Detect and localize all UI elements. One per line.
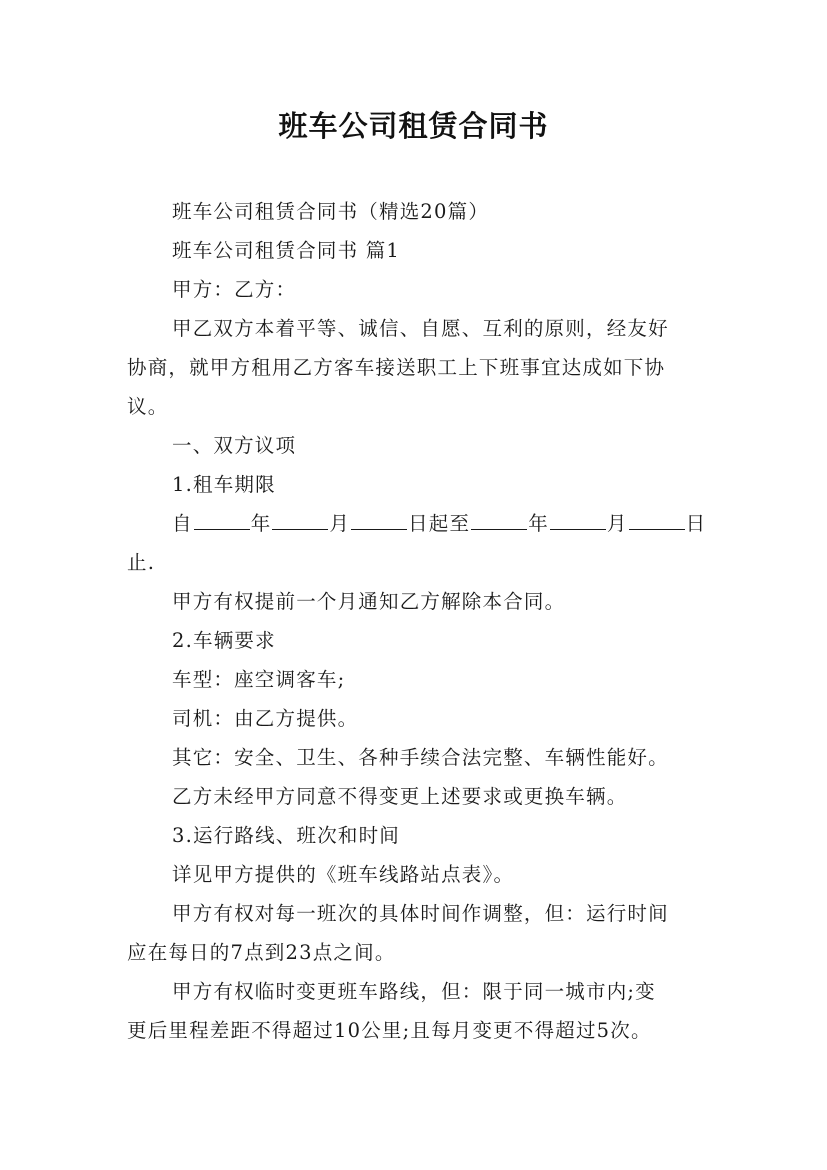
paragraph-termination: 甲方有权提前一个月通知乙方解除本合同。 [172,590,566,613]
paragraph-route-details: 详见甲方提供的《班车线路站点表》。 [172,863,515,886]
text-day-to: 日起至 [408,512,471,535]
document-body [127,192,717,1050]
paragraph-rental-term-end: 止. [127,551,156,574]
blank-line [194,509,250,530]
paragraph-section-heading: 班车公司租赁合同书 篇1 [172,239,401,262]
paragraph-intro-line-3: 议。 [127,395,169,418]
text-month: 月 [329,512,351,535]
text-year: 年 [250,512,272,535]
paragraph-route-heading: 3.运行路线、班次和时间 [172,824,401,847]
paragraph-vehicle-type: 车型：座空调客车; [172,668,346,691]
text-month: 月 [606,512,628,535]
paragraph-intro-line-2: 协商，就甲方租用乙方客车接送职工上下班事宜达成如下协 [127,356,666,379]
paragraph-rental-term-heading: 1.租车期限 [172,473,276,496]
paragraph-route-change-line-2: 更后里程差距不得超过10公里;且每月变更不得超过5次。 [127,1019,652,1042]
paragraph-other-requirements: 其它：安全、卫生、各种手续合法完整、车辆性能好。 [172,746,669,769]
text-from: 自 [172,512,193,535]
paragraph-agreement-heading: 一、双方议项 [172,434,297,457]
paragraph-vehicle-heading: 2.车辆要求 [172,629,276,652]
paragraph-subtitle: 班车公司租赁合同书（精选20篇） [172,200,490,223]
paragraph-schedule-line-1: 甲方有权对每一班次的具体时间作调整，但：运行时间 [172,902,669,925]
paragraph-parties: 甲方：乙方： [172,278,297,301]
paragraph-schedule-line-2: 应在每日的7点到23点之间。 [127,941,396,964]
blank-line [272,509,328,530]
paragraph-intro-line-1: 甲乙双方本着平等、诚信、自愿、互利的原则，经友好 [172,317,669,340]
document-title: 班车公司租赁合同书 [278,109,549,143]
blank-line [351,509,407,530]
blank-line [629,509,685,530]
text-day: 日 [685,512,707,535]
blank-line [550,509,606,530]
paragraph-route-change-line-1: 甲方有权临时变更班车路线，但：限于同一城市内;变 [172,980,656,1003]
paragraph-no-change: 乙方未经甲方同意不得变更上述要求或更换车辆。 [172,785,628,808]
paragraph-rental-term-dates [127,504,717,543]
paragraph-driver: 司机：由乙方提供。 [172,707,359,730]
text-year: 年 [528,512,549,535]
blank-line [471,509,527,530]
